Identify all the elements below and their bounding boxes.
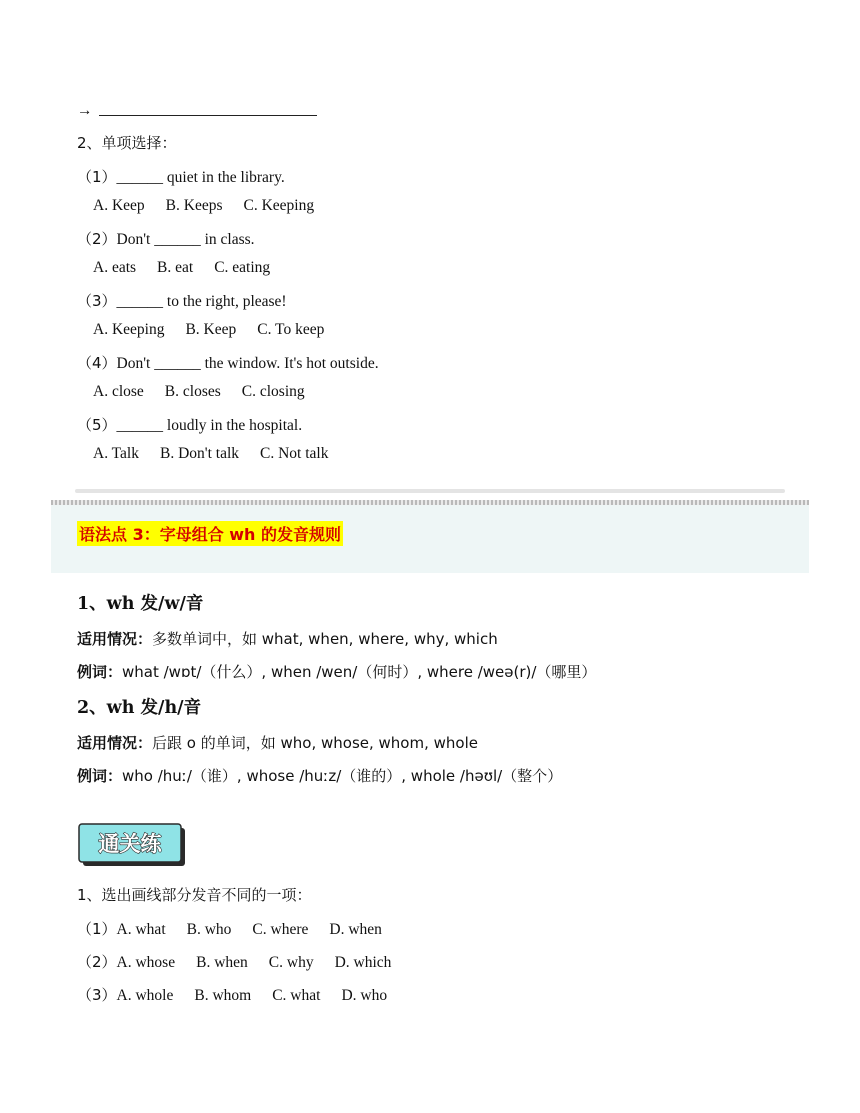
option: C. Not talk	[260, 445, 329, 462]
example-text: who /huː/（谁）, whose /huːz/（谁的）, whole /həʊl/（整个）	[122, 767, 563, 785]
practice-question-1	[77, 918, 382, 939]
option: A. Keep	[93, 197, 145, 214]
option: D. which	[334, 954, 392, 971]
option: D. when	[329, 921, 382, 938]
question-text: Don't ______ in class.	[116, 231, 255, 248]
usage-text: 多数单词中，如 what, when, where, why, which	[152, 630, 498, 648]
option: A. whole	[116, 987, 174, 1004]
options-4	[93, 383, 305, 401]
question-text: ______ quiet in the library.	[116, 169, 285, 186]
option: B. who	[186, 921, 232, 938]
example-text: what /wɒt/（什么）, when /wen/（何时）, where /weə(r)/（哪里）	[122, 663, 597, 681]
divider-shadow	[75, 489, 785, 493]
question-number: （1）	[77, 920, 117, 938]
rule-2-example	[77, 765, 562, 786]
rule-2-heading: 2、wh 发/h/音	[77, 698, 202, 718]
option: C. where	[252, 921, 309, 938]
option: B. Keeps	[165, 197, 223, 214]
option: B. Don't talk	[160, 445, 239, 462]
option: C. To keep	[257, 321, 325, 338]
question-number: （3）	[77, 986, 117, 1004]
practice-question-2	[77, 951, 391, 972]
rule-2-usage	[77, 732, 478, 753]
rule-1-usage	[77, 628, 498, 649]
option: D. who	[341, 987, 388, 1004]
option: A. whose	[116, 954, 176, 971]
option: B. when	[196, 954, 248, 971]
rule-1-example	[77, 661, 596, 682]
option: C. closing	[241, 383, 305, 400]
badge-text: 通关练	[98, 832, 162, 856]
question-3	[77, 290, 287, 311]
option: A. what	[116, 921, 166, 938]
question-1	[77, 166, 285, 187]
practice-question-3	[77, 984, 387, 1005]
options-5	[93, 445, 328, 463]
option: A. eats	[93, 259, 137, 276]
answer-line	[77, 101, 317, 120]
usage-text: 后跟 o 的单词，如 who, whose, whom, whole	[152, 734, 478, 752]
practice-badge-icon	[77, 822, 187, 868]
usage-label: 适用情况：	[77, 734, 153, 752]
question-number: （2）	[77, 953, 117, 971]
options-1	[93, 197, 314, 215]
example-label: 例词：	[77, 663, 123, 681]
question-4	[77, 352, 379, 373]
options-3	[93, 321, 324, 339]
usage-label: 适用情况：	[77, 630, 153, 648]
question-text: ______ to the right, please!	[116, 293, 287, 310]
option: C. why	[268, 954, 314, 971]
option: C. Keeping	[243, 197, 315, 214]
option: B. whom	[194, 987, 252, 1004]
question-number: （4）	[77, 354, 117, 372]
option: A. Keeping	[93, 321, 165, 338]
blank-underline	[99, 101, 317, 116]
question-5	[77, 414, 302, 435]
option: B. Keep	[185, 321, 237, 338]
question-2	[77, 228, 255, 249]
option: A. close	[93, 383, 144, 400]
rule-1-heading: 1、wh 发/w/音	[77, 594, 204, 614]
option: A. Talk	[93, 445, 139, 462]
option: B. closes	[164, 383, 221, 400]
question-number: （3）	[77, 292, 117, 310]
question-number: （2）	[77, 230, 117, 248]
practice-heading: 1、选出画线部分发音不同的一项：	[77, 886, 312, 904]
question-number: （1）	[77, 168, 117, 186]
question-text: Don't ______ the window. It's hot outside.	[116, 355, 379, 372]
question-number: （5）	[77, 416, 117, 434]
example-label: 例词：	[77, 767, 123, 785]
options-2	[93, 259, 270, 277]
option: B. eat	[157, 259, 194, 276]
option: C. what	[272, 987, 321, 1004]
option: C. eating	[214, 259, 271, 276]
section-title: 语法点 3：字母组合 wh 的发音规则	[77, 521, 343, 546]
question-text: ______ loudly in the hospital.	[116, 417, 303, 434]
arrow-symbol: →	[77, 102, 93, 119]
exercise-heading: 2、单项选择：	[77, 134, 177, 152]
